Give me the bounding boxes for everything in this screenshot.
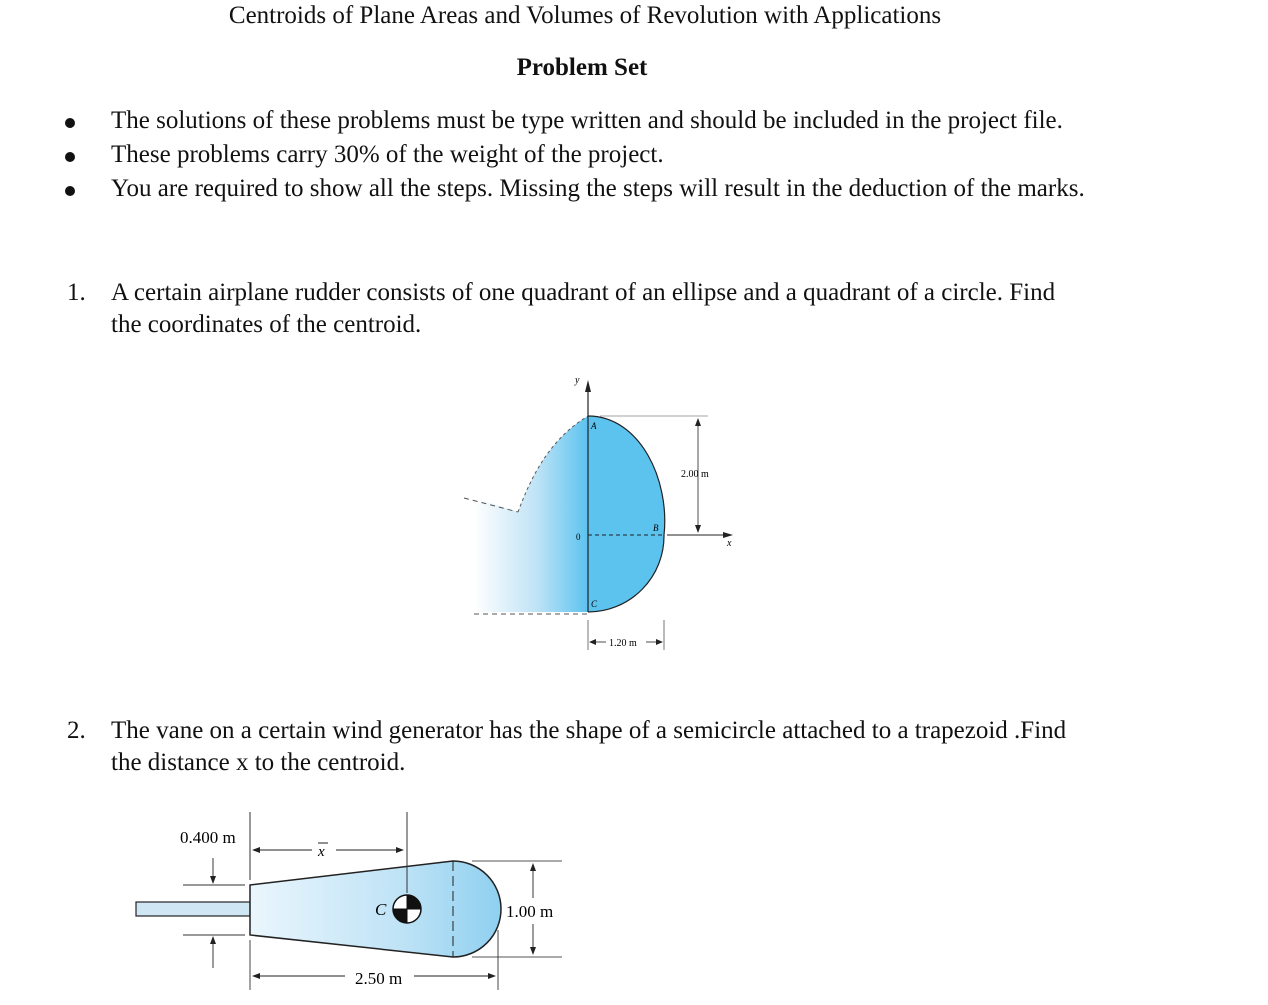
rudder-figure	[455, 368, 755, 658]
problem-2-number: 2.	[67, 717, 86, 744]
bullet-item-3: You are required to show all the steps. Missing the steps will result in the deduction of the marks.	[111, 175, 1085, 202]
length-label: 2.50 m	[355, 969, 403, 988]
bullet-dot	[65, 186, 75, 196]
bullet-dot	[65, 118, 75, 128]
rudder-right-region	[588, 416, 665, 612]
width-dimension-label: 1.20 m	[609, 638, 637, 649]
x-axis-label: x	[727, 538, 732, 549]
point-c-label: C	[591, 599, 598, 609]
point-b-label: B	[653, 523, 659, 533]
problem-2-text-line-1: The vane on a certain wind generator has the shape of a semicircle attached to a trapezoid .Find	[111, 717, 1067, 744]
y-axis-arrow	[585, 380, 591, 392]
y-axis-label: y	[575, 375, 580, 386]
vane-shaft	[136, 902, 250, 916]
origin-label: 0	[576, 532, 581, 542]
xbar-label: x	[318, 844, 325, 860]
problem-1-text-line-1: A certain airplane rudder consists of one quadrant of an ellipse and a quadrant of a circle. Find	[111, 279, 1056, 306]
bullet-item-2: These problems carry 30% of the weight of the project.	[111, 141, 664, 168]
page-subtitle: Problem Set	[516, 54, 648, 81]
vane-figure	[120, 800, 590, 1000]
centroid-label: C	[375, 900, 387, 919]
problem-1-text-line-2: the coordinates of the centroid.	[111, 311, 422, 338]
problem-2-text-line-2: the distance x to the centroid.	[111, 749, 406, 776]
page-title: Centroids of Plane Areas and Volumes of Revolution with Applications	[228, 2, 942, 29]
rudder-left-region	[474, 416, 588, 612]
shaft-width-label: 0.400 m	[180, 828, 236, 847]
diameter-label: 1.00 m	[506, 902, 554, 921]
point-a-label: A	[591, 421, 597, 431]
problem-1-number: 1.	[67, 279, 86, 306]
bullet-dot	[65, 152, 75, 162]
bullet-item-1: The solutions of these problems must be type written and should be included in the project file.	[111, 107, 1063, 134]
height-dimension-label: 2.00 m	[681, 469, 709, 480]
